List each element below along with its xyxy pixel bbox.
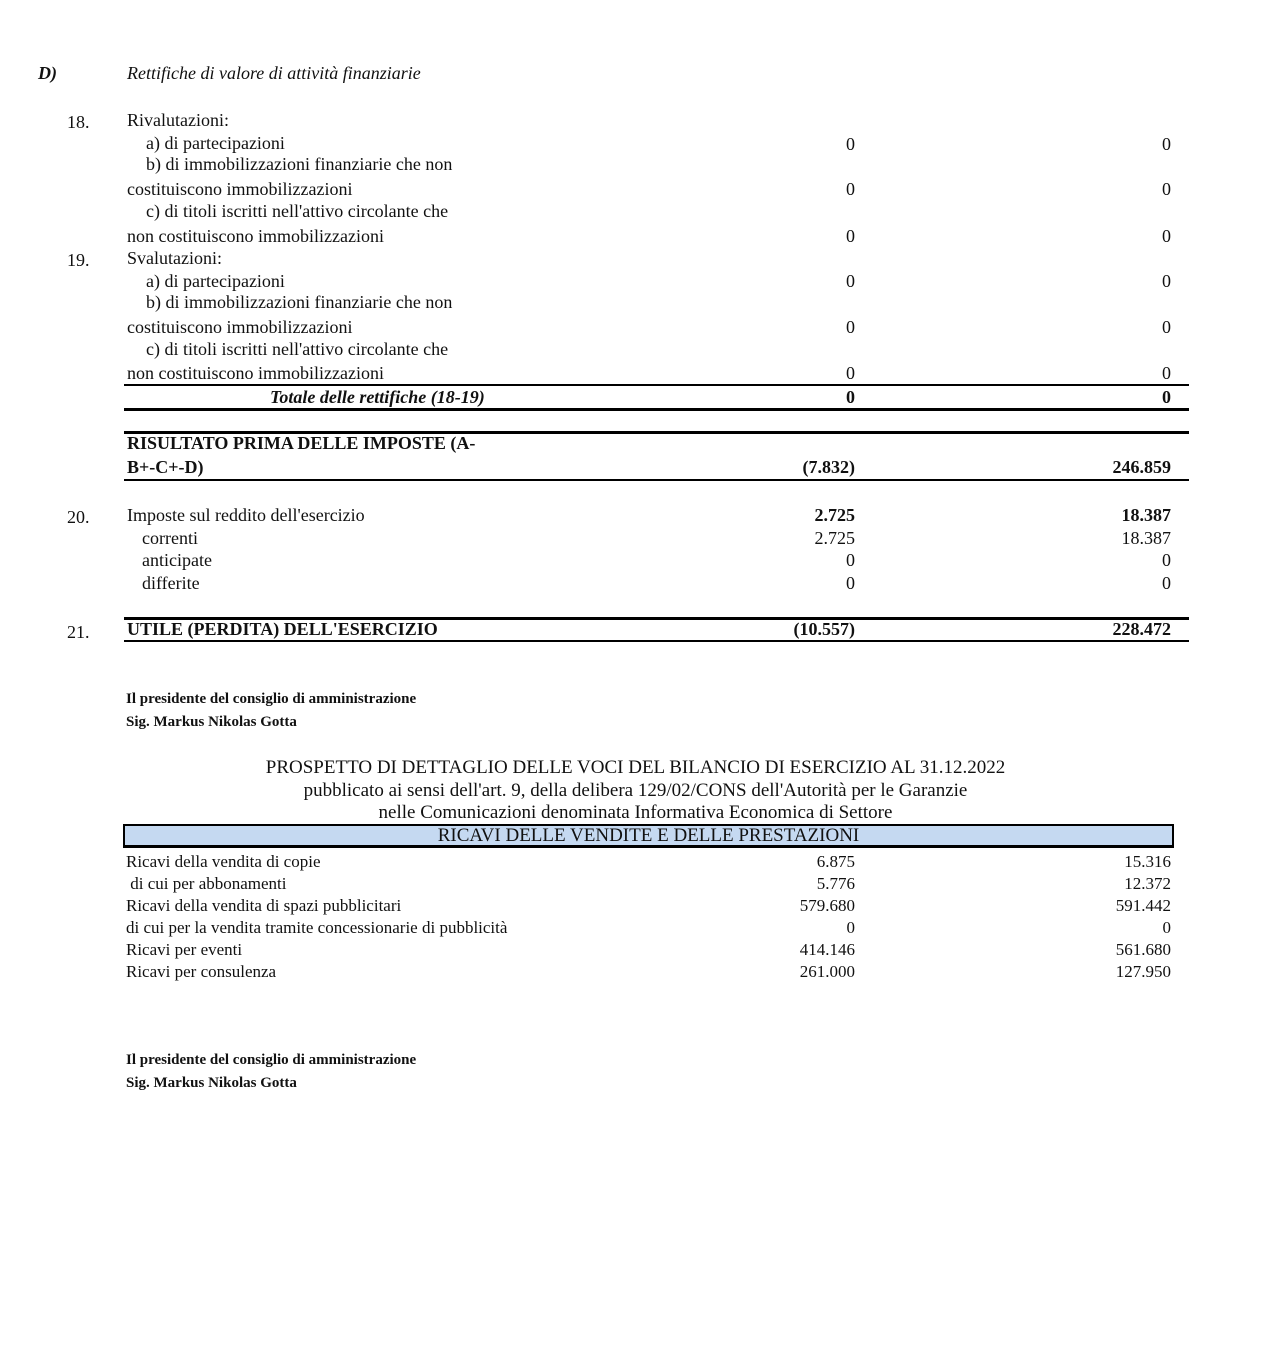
table-row-label: Ricavi per eventi [126, 940, 243, 959]
table-row-current: 414.146 [799, 940, 855, 959]
value-current: 0 [846, 363, 855, 383]
row-label: anticipate [142, 550, 212, 570]
divider [124, 408, 1189, 411]
table-row-label: Ricavi della vendita di copie [126, 852, 321, 871]
table-row-label: di cui per abbonamenti [126, 874, 287, 893]
table-row-label: Ricavi per consulenza [126, 962, 277, 981]
table-row-previous: 0 [1162, 918, 1171, 937]
value-previous: 18.387 [1121, 505, 1171, 525]
section-header-bar: RICAVI DELLE VENDITE E DELLE PRESTAZIONI [123, 824, 1174, 848]
row-label: c) di titoli iscritti nell'attivo circolante che [146, 339, 449, 359]
value-current: 0 [846, 271, 855, 291]
result-label: B+-C+-D) [127, 457, 204, 477]
signature-name: Sig. Markus Nikolas Gotta [126, 714, 297, 730]
row-label: differite [142, 573, 200, 593]
table-row-previous: 591.442 [1115, 896, 1171, 915]
item-label: Imposte sul reddito dell'esercizio [127, 505, 365, 525]
utile-previous: 228.472 [1112, 619, 1171, 639]
total-current: 0 [846, 387, 855, 407]
prospetto-subtitle: pubblicato ai sensi dell'art. 9, della delibera 129/02/CONS dell'Autorità per le Garanzie [303, 780, 968, 801]
table-row-current: 0 [846, 918, 855, 937]
table-row-current: 5.776 [816, 874, 855, 893]
item-label: Svalutazioni: [127, 248, 222, 268]
value-current: 0 [846, 179, 855, 199]
result-previous: 246.859 [1112, 457, 1171, 477]
table-row-previous: 561.680 [1115, 940, 1171, 959]
result-current: (7.832) [802, 457, 855, 477]
item-number: 19. [67, 250, 90, 270]
section-title: Rettifiche di valore di attività finanziarie [127, 63, 421, 83]
value-current: 0 [846, 573, 855, 593]
total-label: Totale delle rettifiche (18-19) [270, 387, 485, 407]
result-label: RISULTATO PRIMA DELLE IMPOSTE (A- [127, 433, 476, 453]
value-previous: 0 [1162, 179, 1171, 199]
divider [124, 384, 1189, 386]
table-row-previous: 15.316 [1124, 852, 1171, 871]
table-row-current: 261.000 [799, 962, 855, 981]
value-previous: 18.387 [1121, 528, 1171, 548]
item-number: 21. [67, 622, 90, 642]
item-label: Rivalutazioni: [127, 110, 229, 130]
row-label: costituiscono immobilizzazioni [127, 179, 353, 199]
signature-role: Il presidente del consiglio di amministrazione [126, 1052, 417, 1068]
item-number: 18. [67, 112, 90, 132]
total-previous: 0 [1162, 387, 1171, 407]
prospetto-title: PROSPETTO DI DETTAGLIO DELLE VOCI DEL BILANCIO DI ESERCIZIO AL 31.12.2022 [265, 757, 1006, 778]
row-label: correnti [142, 528, 198, 548]
table-row-current: 6.875 [816, 852, 855, 871]
prospetto-subtitle: nelle Comunicazioni denominata Informativa Economica di Settore [378, 802, 893, 823]
row-label: c) di titoli iscritti nell'attivo circolante che [146, 201, 449, 221]
value-previous: 0 [1162, 363, 1171, 383]
value-current: 0 [846, 317, 855, 337]
row-label: a) di partecipazioni [146, 133, 285, 153]
value-current: 0 [846, 550, 855, 570]
utile-current: (10.557) [793, 619, 855, 639]
value-current: 2.725 [814, 528, 855, 548]
value-previous: 0 [1162, 226, 1171, 246]
table-row-label: di cui per la vendita tramite concessionarie di pubblicità [126, 918, 508, 937]
divider [124, 640, 1189, 642]
table-row-label: Ricavi della vendita di spazi pubblicitari [126, 896, 402, 915]
value-current: 0 [846, 226, 855, 246]
signature-role: Il presidente del consiglio di amministrazione [126, 691, 417, 707]
value-current: 2.725 [814, 505, 855, 525]
section-letter: D) [38, 63, 57, 83]
row-label: b) di immobilizzazioni finanziarie che non [146, 292, 453, 312]
value-previous: 0 [1162, 134, 1171, 154]
table-row-previous: 12.372 [1124, 874, 1171, 893]
value-previous: 0 [1162, 271, 1171, 291]
value-previous: 0 [1162, 317, 1171, 337]
row-label: non costituiscono immobilizzazioni [127, 226, 384, 246]
item-number: 20. [67, 507, 90, 527]
row-label: a) di partecipazioni [146, 271, 285, 291]
signature-name: Sig. Markus Nikolas Gotta [126, 1075, 297, 1091]
row-label: b) di immobilizzazioni finanziarie che non [146, 154, 453, 174]
row-label: non costituiscono immobilizzazioni [127, 363, 384, 383]
table-row-current: 579.680 [799, 896, 855, 915]
divider [124, 479, 1189, 481]
table-row-previous: 127.950 [1115, 962, 1171, 981]
value-previous: 0 [1162, 550, 1171, 570]
utile-label: UTILE (PERDITA) DELL'ESERCIZIO [127, 619, 438, 639]
value-previous: 0 [1162, 573, 1171, 593]
value-current: 0 [846, 134, 855, 154]
row-label: costituiscono immobilizzazioni [127, 317, 353, 337]
